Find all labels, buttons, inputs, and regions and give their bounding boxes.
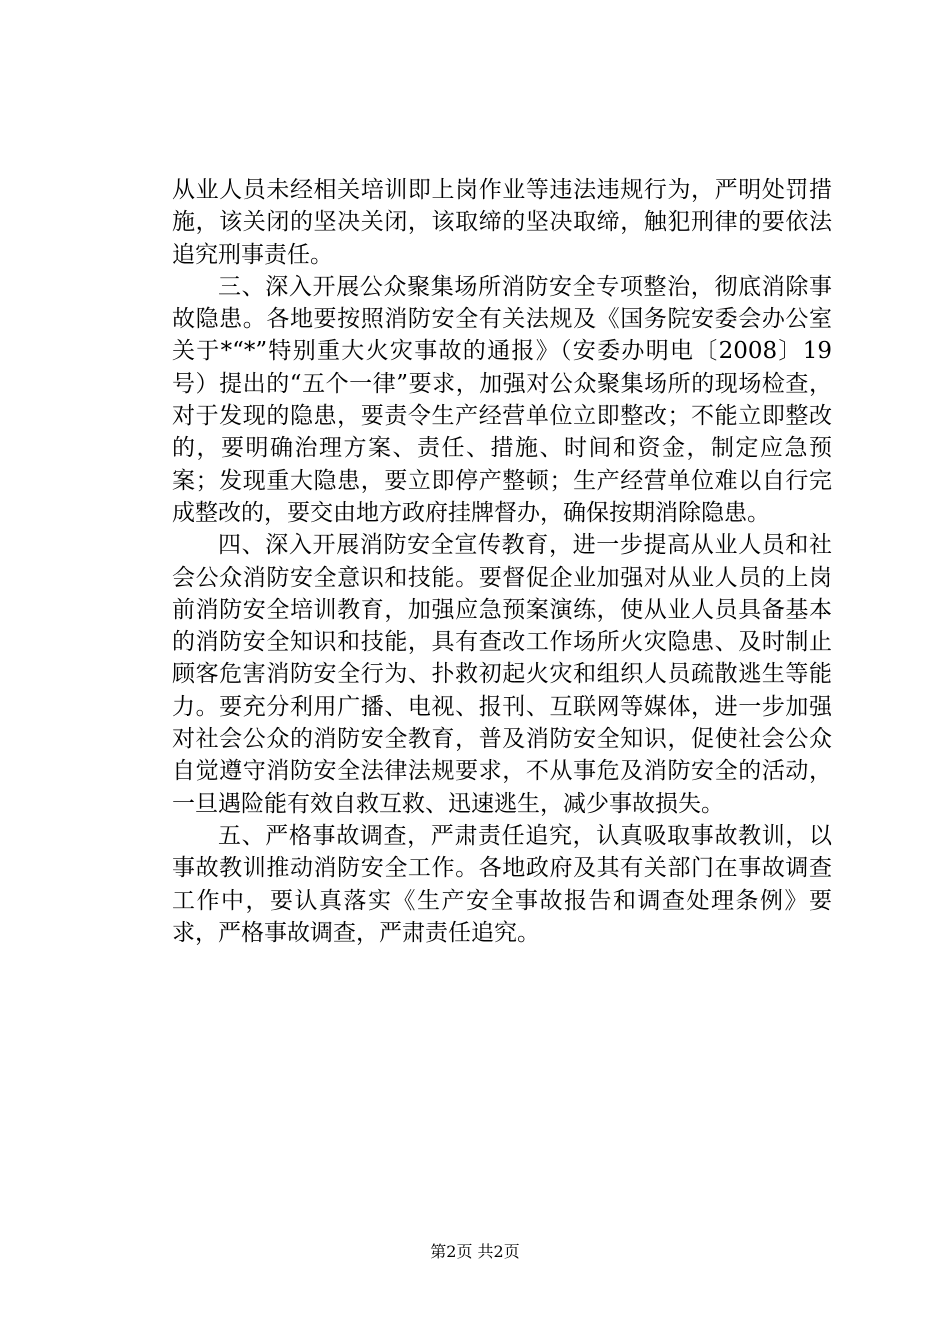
- document-body: [172, 174, 832, 949]
- paragraph-continuation: 从业人员未经相关培训即上岗作业等违法违规行为，严明处罚措施，该关闭的坚决关闭，该取缔的坚决取缔，触犯刑律的要依法追究刑事责任。: [172, 177, 832, 268]
- paragraph-section-5: 五、严格事故调查，严肃责任追究，认真吸取事故教训，以事故教训推动消防安全工作。各地政府及其有关部门在事故调查工作中，要认真落实《生产安全事故报告和调查处理条例》要求，严格事故调查，严肃责任追究。: [172, 822, 832, 946]
- paragraph-section-3: 三、深入开展公众聚集场所消防安全专项整治，彻底消除事故隐患。各地要按照消防安全有关法规及《国务院安委会办公室关于*“*”特别重大火灾事故的通报》（安委办明电〔2008〕19号）提出的“五个一律”要求，加强对公众聚集场所的现场检查，对于发现的隐患，要责令生产经营单位立即整改；不能立即整改的，要明确治理方案、责任、措施、时间和资金，制定应急预案；发现重大隐患，要立即停产整顿；生产经营单位难以自行完成整改的，要交由地方政府挂牌督办，确保按期消除隐患。: [172, 273, 832, 526]
- page-number-footer: 第2页 共2页: [430, 1242, 520, 1261]
- paragraph-section-4: 四、深入开展消防安全宣传教育，进一步提高从业人员和社会公众消防安全意识和技能。要督促企业加强对从业人员的上岗前消防安全培训教育，加强应急预案演练，使从业人员具备基本的消防安全知识和技能，具有查改工作场所火灾隐患、及时制止顾客危害消防安全行为、扑救初起火灾和组织人员疏散逃生等能力。要充分利用广播、电视、报刊、互联网等媒体，进一步加强对社会公众的消防安全教育，普及消防安全知识，促使社会公众自觉遵守消防安全法律法规要求，不从事危及消防安全的活动，一旦遇险能有效自救互救、迅速逃生，减少事故损失。: [172, 532, 832, 817]
